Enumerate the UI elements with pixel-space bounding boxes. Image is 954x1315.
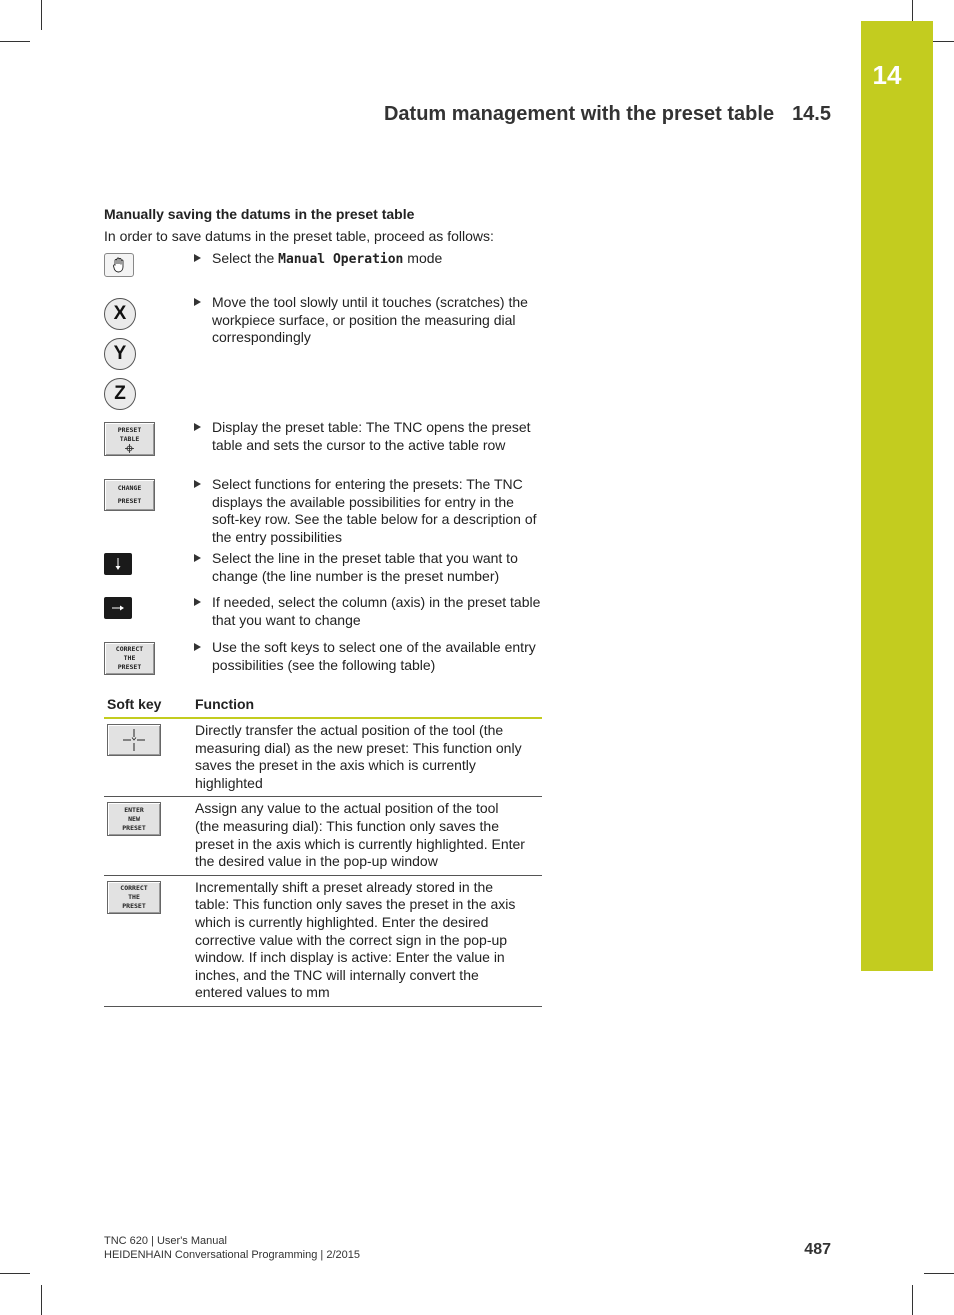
crop-mark [924, 1273, 954, 1274]
section-heading: Manually saving the datums in the preset table [104, 206, 415, 222]
table-row [104, 797, 542, 875]
footer-line-1: TNC 620 | User's Manual [104, 1235, 227, 1247]
step-text: Select functions for entering the presets: The TNC displays the available possibilities for entry in the soft-key row. See the table below for a description of the entry possibilities [212, 476, 537, 545]
column-header-softkey: Soft key [107, 696, 162, 712]
crop-mark [0, 1273, 30, 1274]
bullet-arrow [194, 554, 201, 562]
change-preset-softkey[interactable]: CHANGE PRESET [104, 479, 155, 511]
intro-text: In order to save datums in the preset table, proceed as follows: [104, 228, 494, 244]
step-text: If needed, select the column (axis) in the preset table that you want to change [212, 594, 541, 628]
crosshair-icon [121, 727, 147, 753]
crop-mark [41, 0, 42, 30]
arrow-right-icon[interactable] [104, 597, 132, 619]
axis-key-z[interactable]: Z [104, 378, 136, 410]
step-text: Move the tool slowly until it touches (scratches) the workpiece surface, or position the measuring dial correspondingly [212, 294, 528, 345]
hand-mode-icon [104, 253, 134, 277]
chapter-number: 14 [872, 60, 902, 90]
table-header [104, 693, 542, 719]
axis-key-x[interactable]: X [104, 298, 136, 330]
chapter-tab [861, 21, 933, 971]
correct-preset-softkey[interactable]: CORRECT THE PRESET [104, 642, 155, 675]
bullet-arrow [194, 298, 201, 306]
table-row [104, 876, 542, 1007]
bullet-arrow [194, 423, 201, 431]
function-description: Directly transfer the actual position of the tool (the measuring dial) as the new preset: This function only saves the preset in the axis which is currently highlighted [195, 722, 522, 791]
enter-new-preset-softkey[interactable]: ENTER NEW PRESET [107, 802, 161, 836]
bullet-arrow [194, 598, 201, 606]
arrow-down-icon[interactable] [104, 553, 132, 575]
axis-key-y[interactable]: Y [104, 338, 136, 370]
bullet-arrow [194, 480, 201, 488]
softkey-function-table [104, 693, 542, 1007]
bullet-arrow [194, 254, 201, 262]
footer-line-2: HEIDENHAIN Conversational Programming | 2/2015 [104, 1249, 360, 1261]
header-title: Datum management with the preset table [383, 103, 775, 125]
function-description: Assign any value to the actual position of the tool (the measuring dial): This function only saves the preset in the axis which is currently highlighted. Enter the desired value in the pop-up window [195, 800, 525, 870]
step-text: Select the Manual Operation mode [212, 250, 443, 267]
page-footer [104, 1234, 360, 1262]
correct-preset-softkey[interactable]: CORRECT THE PRESET [107, 881, 161, 914]
bullet-arrow [194, 643, 201, 651]
function-description: Incrementally shift a preset already stored in the table: This function only saves the preset in the axis which is currently highlighted. Enter the desired corrective value with the correct sign in the pop-up window. If inch display is active: Enter the value in inches, and the TNC will internally convert the entered values to mm [195, 878, 516, 1001]
running-header [384, 103, 831, 126]
crop-mark [0, 41, 30, 42]
crop-mark [912, 1285, 913, 1315]
column-header-function: Function [195, 696, 255, 712]
preset-table-softkey[interactable]: PRESET TABLE [104, 422, 155, 456]
actual-position-softkey[interactable] [107, 724, 161, 756]
datum-icon [125, 444, 134, 453]
header-section: 14.5 [792, 103, 831, 125]
crop-mark [41, 1285, 42, 1315]
step-text: Select the line in the preset table that you want to change (the line number is the preset number) [212, 550, 518, 584]
step-text: Display the preset table: The TNC opens the preset table and sets the cursor to the active table row [212, 419, 531, 453]
page-number: 487 [804, 1241, 831, 1258]
table-row [104, 719, 542, 797]
step-text: Use the soft keys to select one of the available entry possibilities (see the following table) [212, 639, 536, 673]
